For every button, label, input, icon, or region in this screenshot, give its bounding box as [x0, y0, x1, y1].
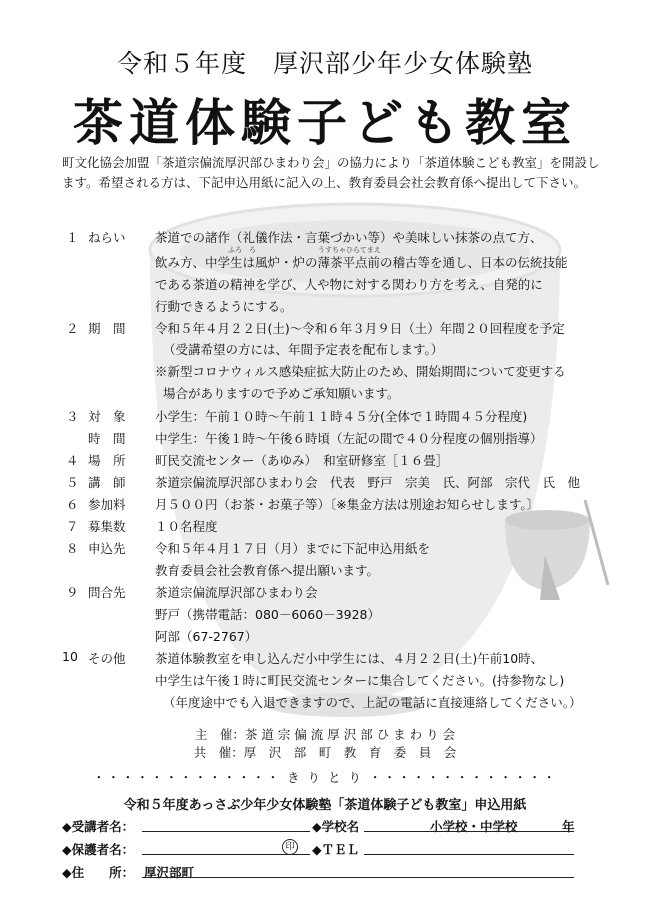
intro-paragraph: 町文化協会加盟「茶道宗偏流厚沢部ひまわり会」の協力により「茶道体験こども教室」を開設します。希望される方は、下記申込用紙に記入の上、教育委員会社会教育係へ提出して下さい。 — [62, 155, 600, 190]
item-number: ３ — [66, 409, 79, 424]
item-label: 期 間 — [88, 321, 126, 336]
item-text: 茶道宗偏流厚沢部ひまわり会 代表 野戸 宗美 氏、阿部 宗代 氏 他 — [155, 475, 581, 490]
item-label: 対 象 — [88, 409, 126, 424]
item-text: 野戸（携帯電話：080－6060－3928） — [155, 607, 380, 622]
student-name-label: ◆受講者名： — [62, 819, 135, 834]
item-label: 場 所 — [88, 453, 126, 468]
item-label: 時 間 — [88, 431, 126, 446]
item-text: 茶道での諸作（礼儀作法・言葉づかい等）や美味しい抹茶の点て方、 — [155, 230, 543, 245]
item-label: 講 師 — [88, 475, 126, 490]
item-number: 10 — [62, 649, 78, 664]
organizer-host: 主 催：茶 道 宗 偏 流 厚 沢 部 ひ ま わ り 会 — [194, 727, 456, 742]
item-number: ４ — [66, 453, 79, 468]
item-text: 阿部（67-2767） — [155, 629, 258, 644]
item-text: 茶道宗偏流厚沢部ひまわり会 — [155, 585, 318, 600]
ruby-text: ふろ ろ — [228, 246, 256, 254]
tel-field[interactable] — [364, 854, 574, 855]
item-label: ねらい — [88, 230, 126, 245]
item-number: ５ — [66, 475, 79, 490]
item-number: ２ — [66, 321, 79, 336]
page-header: 令和５年度 厚沢部少年少女体験塾 — [116, 49, 533, 78]
address-field[interactable] — [142, 877, 574, 878]
item-text: １０名程度 — [155, 519, 218, 534]
item-text: である茶道の精神を学び、人や物に対する関わり方を考え、自発的に — [155, 277, 543, 292]
address-label: ◆住 所： — [62, 865, 135, 880]
item-text: 月５００円（お茶・お菓子等）〔※集金方法は別途お知らせします。〕 — [155, 497, 540, 512]
tel-label: ◆ＴＥＬ — [312, 842, 360, 857]
cut-line: ・・・・・・・・・・・・・ き り と り ・・・・・・・・・・・・・ — [92, 770, 558, 785]
item-text: 小学生：午前１０時～午前１１時４５分(全体で１時間４５分程度) — [155, 409, 528, 424]
guardian-name-label: ◆保護者名： — [62, 842, 135, 857]
item-number: １ — [66, 230, 79, 245]
item-text: 教育委員会社会教育係へ提出願います。 — [155, 563, 380, 578]
form-title: 令和５年度あっさぶ少年少女体験塾「茶道体験子ども教室」申込用紙 — [123, 798, 527, 813]
item-text: 中学生：午後１時～午後６時頃（左記の間で４０分程度の個別指導） — [155, 431, 543, 446]
address-value: 厚沢部町 — [144, 865, 195, 880]
item-number: ７ — [66, 519, 79, 534]
item-text: 行動できるようにする。 — [155, 299, 293, 314]
item-text: （年度途中でも入退できますので、上記の電話に直接連絡してください。） — [163, 695, 582, 710]
school-type-options[interactable]: 小学校・中学校 — [430, 819, 518, 834]
organizer-cohost: 共 催：厚 沢 部 町 教 育 委 員 会 — [193, 745, 457, 760]
item-text: 町民交流センター（あゆみ） 和室研修室［１６畳］ — [155, 453, 449, 468]
item-text: （受講希望の方には、年間予定表を配布します。） — [163, 342, 444, 357]
item-label: 募集数 — [88, 519, 126, 534]
item-label: 申込先 — [88, 541, 126, 556]
school-label: ◆学校名 — [312, 819, 360, 834]
school-name-field[interactable] — [364, 831, 574, 832]
grade-label: 年 — [562, 819, 575, 834]
tea-tools-icon — [505, 500, 608, 600]
seal-mark: 印 — [282, 839, 298, 855]
item-number: ６ — [66, 497, 79, 512]
ruby-text: うすちゃひらてまえ — [318, 246, 381, 254]
guardian-name-field[interactable] — [142, 854, 310, 855]
item-text: 令和５年４月１７日（月）までに下記申込用紙を — [155, 541, 431, 556]
item-label: 参加料 — [88, 497, 126, 512]
page-title: 茶道体験子ども教室 — [73, 93, 577, 152]
item-text: 飲み方、中学生は風炉・炉の薄茶平点前の稽古等を通し、日本の伝統技能 — [155, 255, 568, 270]
item-number: ８ — [66, 541, 79, 556]
item-text: 中学生は午後１時に町民交流センターに集合してください。(持参物なし) — [155, 673, 565, 688]
item-number: ９ — [66, 585, 79, 600]
item-label: 問合先 — [88, 585, 126, 600]
item-text: 茶道体験教室を申し込んだ小中学生には、４月２２日(土)午前10時、 — [155, 651, 544, 666]
item-note: ※新型コロナウィルス感染症拡大防止のため、開始期間について変更する — [155, 364, 566, 379]
item-note: 場合がありますので予めご承知願います。 — [163, 386, 400, 401]
item-text: 令和５年４月２２日(土)～令和６年３月９日（土）年間２０回程度を予定 — [155, 321, 565, 336]
student-name-field[interactable] — [142, 831, 310, 832]
item-label: その他 — [88, 651, 126, 666]
